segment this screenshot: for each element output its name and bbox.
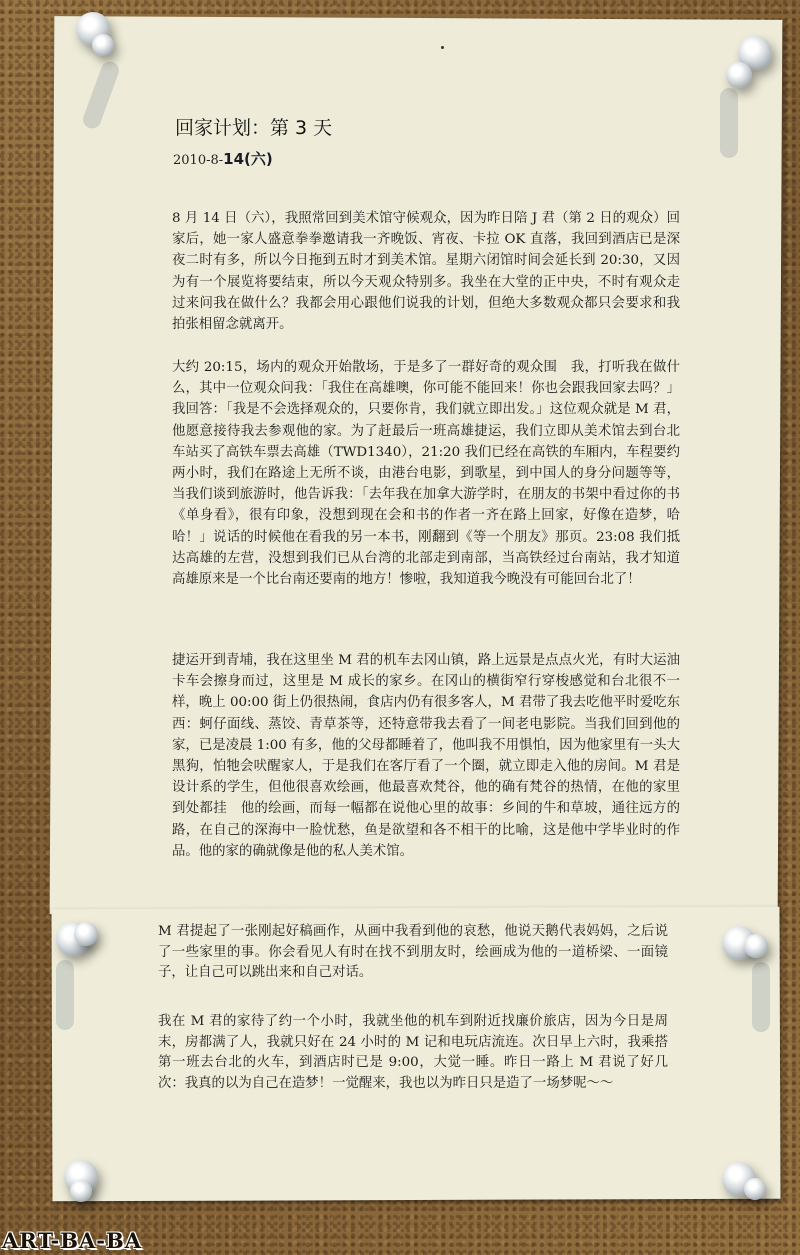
pushpin-icon <box>744 1178 766 1200</box>
pushpin-icon <box>744 934 768 958</box>
pin-shadow <box>56 960 74 1030</box>
document-title: 回家计划：第 3 天 <box>175 117 333 139</box>
pushpin-icon <box>70 1180 92 1202</box>
paragraph-3: 捷运开到青埔，我在这里坐 M 君的机车去冈山镇，路上远景是点点火光，有时大运油卡车会擦身而过，这里是 M 成长的家乡。在冈山的横街窄行穿梭感觉和台北很不一样，晚上 00:00 街上仍很热闹，食店内仍有很多客人，M 君带了我去吃他平时爱吃东西：蚵仔面线、蒸饺、青草茶等，还特意带我去看了一间老电影院。当我们回到他的家，已是凌晨 1:00 有多，他的父母都睡着了，他叫我不用惧怕，因为他家里有一头大黑狗，怕牠会吠醒家人，于是我们在客厅看了一个圈，就立即走入他的房间。M 君是设计系的学生，但他很喜欢绘画，他最喜欢梵谷，他的确有梵谷的热情，在他的家里到处都挂 他的绘画，而每一幅都在说他心里的故事：乡间的牛和草坡，通往远方的路，在自己的深海中一脸忧愁，鱼是欲望和各不相干的比喻，这是他中学毕业时的作品。他的家的确就像是他的私人美术馆。 <box>172 653 680 859</box>
pushpin-icon <box>92 34 114 56</box>
paragraph-5: 我在 M 君的家待了约一个小时，我就坐他的机车到附近找廉价旅店，因为今日是周末，房都满了人，我就只好在 24 小时的 M 记和电玩店流连。次日早上六时，我乘搭第一班去台北的火车，到酒店时已是 9:00，大觉一睡。昨日一路上 M 君说了好几次：我真的以为自己在造梦！一觉醒来，我也以为昨日只是造了一场梦呢～～ <box>158 1014 668 1091</box>
document-date <box>173 148 273 169</box>
date-handwritten: 14(六) <box>223 150 273 168</box>
paragraph-1: 8 月 14 日（六），我照常回到美术馆守候观众，因为昨日陪 J 君（第 2 日的观众）回家后，她一家人盛意拳拳邀请我一齐晚饭、宵夜、卡拉 OK 直落，我回到酒店已是深夜二时有多，所以今日拖到五时才到美术馆。星期六闭馆时间会延长到 20:30，又因为有一个展览将要结束，所以今天观众特别多。我坐在大堂的正中央，不时有观众走过来问我在做什么？我都会用心跟他们说我的计划，但绝大多数观众都只会要求和我拍张相留念就离开。 <box>172 211 680 333</box>
paragraph-4: M 君提起了一张刚起好稿画作，从画中我看到他的哀愁，他说天鹅代表妈妈，之后说了一些家里的事。你会看见人有时在找不到朋友时，绘画成为他的一道桥梁、一面镜子，让自己可以跳出来和自己对话。 <box>158 924 668 980</box>
pin-shadow <box>720 88 738 158</box>
ink-dot <box>441 46 444 49</box>
paragraph-2: 大约 20:15，场内的观众开始散场，于是多了一群好奇的观众围 我，打听我在做什么，其中一位观众问我：「我住在高雄噢，你可能不能回来！你也会跟我回家去吗？」我回答：「我是不会选择观众的，只要你肯，我们就立即出发。」这位观众就是 M 君，他愿意接待我去参观他的家。为了赶最后一班高雄捷运，我们立即从美术馆去到台北车站买了高铁车票去高雄（TWD1340），21:20 我们已经在高铁的车厢内，车程要约两小时，我们在路途上无所不谈，由港台电影，到歌星，到中国人的身分问题等等，当我们谈到旅游时，他告诉我：「去年我在加拿大游学时，在朋友的书架中看过你的书《单身看》，很有印象，没想到现在会和书的作者一齐在路上回家，好像在造梦，哈哈！」说话的时候他在看我的另一本书，刚翻到《等一个朋友》那页。23:08 我们抵达高雄的左营，没想到我们已从台湾的北部走到南部，当高铁经过台南站，我才知道高雄原来是一个比台南还要南的地方！惨啦，我知道我今晚没有可能回台北了！ <box>172 360 680 588</box>
watermark: ART-BA-BA <box>2 1228 143 1253</box>
date-printed: 2010-8- <box>173 153 224 168</box>
pushpin-icon <box>726 62 752 88</box>
pushpin-icon <box>74 922 98 946</box>
pin-shadow <box>752 962 770 1032</box>
